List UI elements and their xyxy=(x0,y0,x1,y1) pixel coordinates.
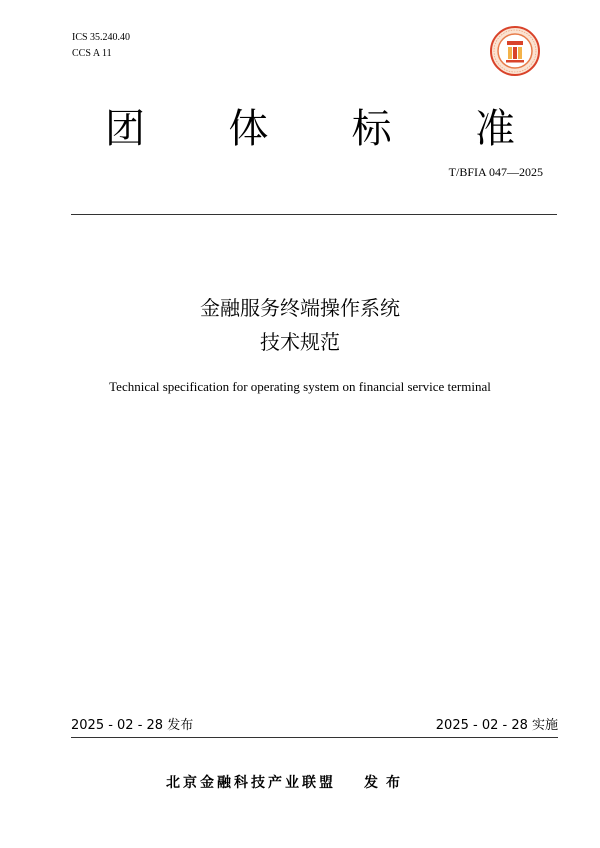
title-char: 标 xyxy=(351,106,392,152)
document-title-en: Technical specification for operating system on financial service terminal xyxy=(109,379,491,394)
publish-date: 2025 - 02 - 28 发布 xyxy=(71,718,194,733)
publisher-name: 北京金融科技产业联盟 xyxy=(166,775,336,791)
footer-divider xyxy=(71,737,558,738)
title-char: 团 xyxy=(105,106,145,152)
document-title-cn-line1: 金融服务终端操作系统 xyxy=(200,296,400,320)
dates-row xyxy=(71,717,558,735)
ics-code: ICS 35.240.40 xyxy=(72,32,131,43)
ccs-code: CCS A 11 xyxy=(72,48,112,59)
title-char: 体 xyxy=(228,106,269,152)
classification-codes xyxy=(72,30,130,62)
association-seal-icon xyxy=(490,26,540,76)
publisher-line xyxy=(166,773,408,793)
title-char: 准 xyxy=(474,106,515,152)
standard-number: T/BFIA 047—2025 xyxy=(448,165,543,179)
publisher-action: 发布 xyxy=(364,775,408,791)
header-divider xyxy=(71,214,557,215)
document-title-cn-line2: 技术规范 xyxy=(260,330,340,354)
standard-type-title xyxy=(105,104,515,154)
implement-date: 2025 - 02 - 28 实施 xyxy=(435,718,558,733)
